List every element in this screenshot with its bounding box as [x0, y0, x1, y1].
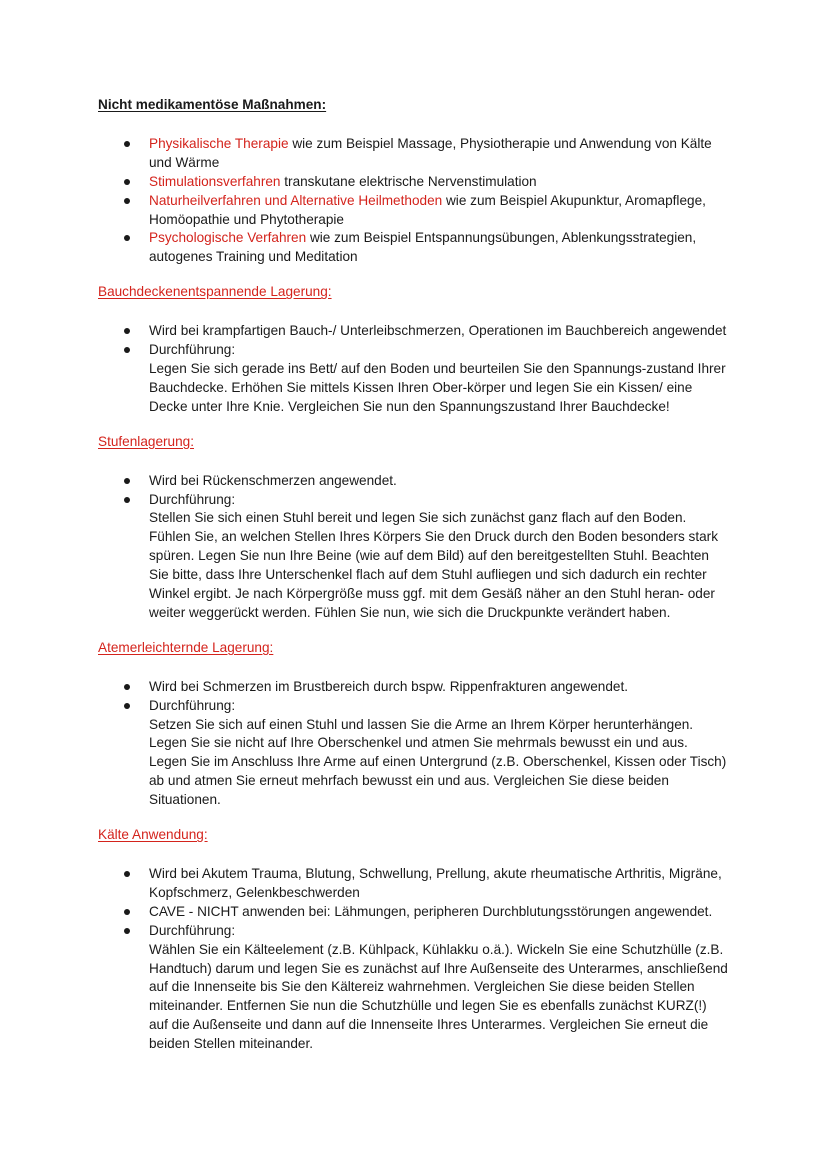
- bullet-list: [98, 472, 728, 623]
- bullet-icon: [124, 497, 130, 503]
- item-text: wie zum Beispiel Massage, Physiotherapie und Anwendung von Kälte und Wärme: [149, 135, 712, 170]
- bullet-icon: [124, 347, 130, 353]
- bullet-icon: [124, 684, 130, 690]
- bullet-icon: [124, 198, 130, 204]
- section-heading: Stufenlagerung:: [98, 433, 194, 449]
- bullet-icon: [124, 179, 130, 185]
- list-item: [98, 865, 728, 903]
- list-item: [98, 322, 728, 341]
- bullet-list: [98, 865, 728, 1054]
- item-text: Durchführung:: [149, 342, 236, 358]
- highlight-term: Physikalische Therapie: [149, 135, 289, 151]
- item-text: Durchführung:: [149, 491, 236, 507]
- list-item: [98, 903, 728, 922]
- procedure-text: Stellen Sie sich einen Stuhl bereit und legen Sie sich zunächst ganz flach auf den Boden. Fühlen Sie, an welchen Stellen Ihres Körpers Sie den Druck durch den Boden besonders stark spüren. Legen Sie nun Ihre Beine (wie auf dem Bild) auf den bereitgestellten Stuhl. Beachten Sie bitte, dass Ihre Unterschenkel flach auf dem Stuhl aufliegen und sich dadurch ein rechter Winkel ergibt. Je nach Körpergröße muss ggf. mit dem Gesäß näher an den Stuhl heran- oder weiter weggerückt werden. Fühlen Sie nun, wie sich die Druckpunkte verändert haben.: [149, 510, 718, 620]
- item-text: wie zum Beispiel Entspannungsübungen, Ablenkungsstrategien, autogenes Training und Meditation: [149, 230, 697, 265]
- list-item: [98, 135, 728, 173]
- bullet-icon: [124, 328, 130, 334]
- section-heading: Atemerleichternde Lagerung:: [98, 639, 274, 655]
- section-heading: Bauchdeckenentspannende Lagerung:: [98, 284, 332, 300]
- list-item: [98, 922, 728, 1054]
- bullet-list: [98, 135, 728, 267]
- bullet-list: [98, 322, 728, 417]
- bullet-icon: [124, 141, 130, 147]
- section-bauchdeckenentspannende-lagerung: [98, 283, 728, 416]
- item-text: CAVE - NICHT anwenden bei: Lähmungen, peripheren Durchblutungsstörungen angewendet.: [149, 903, 713, 919]
- bullet-icon: [124, 235, 130, 241]
- list-item: [98, 472, 728, 491]
- list-item: [98, 192, 728, 230]
- highlight-term: Psychologische Verfahren: [149, 230, 307, 246]
- procedure-text: Wählen Sie ein Kälteelement (z.B. Kühlpack, Kühlakku o.ä.). Wickeln Sie eine Schutzhülle (z.B. Handtuch) darum und legen Sie es zunächst auf Ihre Außenseite des Unterarmes, anschließend auf die Innenseite bis Sie den Kältereiz wahrnehmen. Vergleichen Sie diese beiden Stellen miteinander. Entfernen Sie nun die Schutzhülle und legen Sie es ebenfalls zunächst KURZ(!) auf die Außenseite und dann auf die Innenseite Ihres Unterarmes. Vergleichen Sie erneut die beiden Stellen miteinander.: [149, 941, 728, 1052]
- list-item: [98, 229, 728, 267]
- highlight-term: Stimulationsverfahren: [149, 173, 281, 189]
- item-text: Wird bei Rückenschmerzen angewendet.: [149, 472, 397, 488]
- section-kaelte-anwendung: [98, 826, 728, 1054]
- bullet-icon: [124, 703, 130, 709]
- procedure-text: Setzen Sie sich auf einen Stuhl und lassen Sie die Arme an Ihrem Körper herunterhängen. Legen Sie sie nicht auf Ihre Oberschenkel und atmen Sie mehrmals bewusst ein und aus. Legen Sie im Anschluss Ihre Arme auf einen Untergrund (z.B. Oberschenkel, Kissen oder Tisch) ab und atmen Sie erneut mehrfach bewusst ein und aus. Vergleichen Sie diese beiden Situationen.: [149, 716, 727, 808]
- list-item: [98, 173, 728, 192]
- item-text: Wird bei Schmerzen im Brustbereich durch bspw. Rippenfrakturen angewendet.: [149, 678, 629, 694]
- bullet-icon: [124, 871, 130, 877]
- section-stufenlagerung: [98, 433, 728, 623]
- section-atemerleichternde-lagerung: [98, 639, 728, 810]
- item-text: Wird bei Akutem Trauma, Blutung, Schwellung, Prellung, akute rheumatische Arthritis, Migräne, Kopfschmerz, Gelenkbeschwerden: [149, 866, 722, 900]
- procedure-text: Legen Sie sich gerade ins Bett/ auf den Boden und beurteilen Sie den Spannungs-zustand Ihrer Bauchdecke. Erhöhen Sie mittels Kissen Ihren Ober-körper und legen Sie ein Kissen/ eine Decke unter Ihre Knie. Vergleichen Sie nun den Spannungszustand Ihrer Bauchdecke!: [149, 360, 726, 414]
- list-item: [98, 678, 728, 697]
- list-item: [98, 341, 728, 417]
- item-text: Durchführung:: [149, 697, 236, 713]
- list-item: [98, 491, 728, 623]
- item-text: transkutane elektrische Nervenstimulation: [280, 173, 537, 189]
- bullet-icon: [124, 478, 130, 484]
- bullet-icon: [124, 928, 130, 934]
- section-heading: Kälte Anwendung:: [98, 827, 208, 843]
- section-heading: Nicht medikamentöse Maßnahmen:: [98, 97, 327, 112]
- item-text: Wird bei krampfartigen Bauch-/ Unterleibschmerzen, Operationen im Bauchbereich angewendet: [149, 323, 727, 339]
- bullet-list: [98, 678, 728, 810]
- item-text: Durchführung:: [149, 922, 236, 938]
- item-text: wie zum Beispiel Akupunktur, Aromapflege, Homöopathie und Phytotherapie: [149, 192, 706, 227]
- highlight-term: Naturheilverfahren und Alternative Heilmethoden: [149, 192, 443, 208]
- section-nicht-medikamentoese-massnahmen: [98, 96, 728, 267]
- list-item: [98, 697, 728, 810]
- bullet-icon: [124, 909, 130, 915]
